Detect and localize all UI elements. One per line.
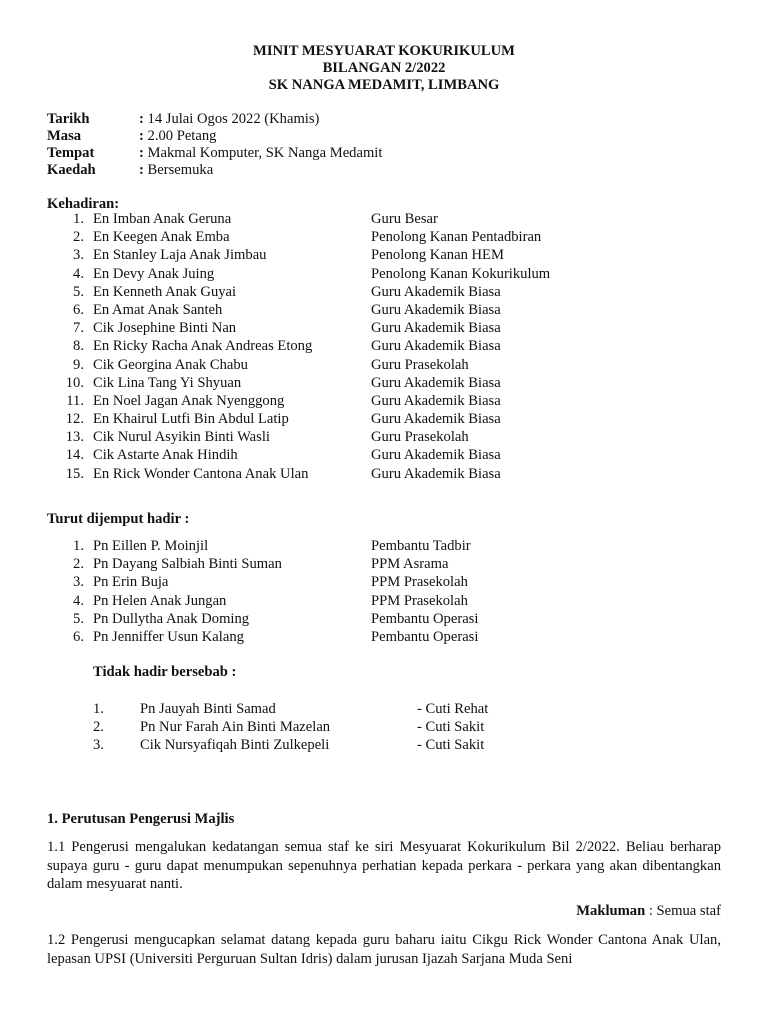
item-role: PPM Prasekolah <box>371 574 468 591</box>
item-name: En Keegen Anak Emba <box>93 229 230 246</box>
item-number: 10. <box>65 374 84 391</box>
meta-value-text: 14 Julai Ogos 2022 (Khamis) <box>143 111 320 127</box>
list-item <box>47 392 747 410</box>
invited-title: Turut dijemput hadir : <box>47 511 190 527</box>
item-name: Cik Nursyafiqah Binti Zulkepeli <box>140 737 330 754</box>
item-name: En Amat Anak Santeh <box>93 301 223 318</box>
item-role: Guru Akademik Biasa <box>371 447 501 464</box>
attendance-title: Kehadiran: <box>47 196 120 212</box>
item-number: 2. <box>73 229 84 246</box>
item-role: Guru Akademik Biasa <box>371 392 501 409</box>
item-number: 6. <box>73 628 84 645</box>
list-item <box>47 301 747 319</box>
item-reason: - Cuti Sakit <box>417 737 485 754</box>
attendance-list <box>47 210 747 483</box>
list-item <box>47 337 747 355</box>
list-item <box>47 446 747 464</box>
meta-value <box>139 128 216 145</box>
item-name: Cik Georgina Anak Chabu <box>93 356 248 373</box>
item-number: 2. <box>73 556 84 573</box>
header-school: SK NANGA MEDAMIT, LIMBANG <box>268 77 500 93</box>
item-role: Guru Prasekolah <box>371 429 469 446</box>
list-item <box>47 410 747 428</box>
paragraph-1-2: 1.2 Pengerusi mengucapkan selamat datang kepada guru baharu iaitu Cikgu Rick Wonder Cantona Anak Ulan, lepasan UPSI (Universiti Perguruan Sultan Idris) dalam jurusan Ijazah Sarjana Muda Seni <box>47 932 721 967</box>
list-item <box>47 592 747 610</box>
item-name: Pn Jauyah Binti Samad <box>140 701 276 717</box>
item-number: 1. <box>73 538 84 554</box>
item-number: 15. <box>65 465 84 482</box>
header-number: BILANGAN 2/2022 <box>322 60 446 76</box>
item-role: Penolong Kanan HEM <box>371 247 504 264</box>
meta-colon: : <box>139 111 144 127</box>
item-number: 12. <box>65 411 84 428</box>
meta-value-text: 2.00 Petang <box>143 128 217 144</box>
meta-value <box>139 162 213 179</box>
item-role: Guru Akademik Biasa <box>371 301 501 318</box>
note-line <box>576 902 721 920</box>
list-item <box>47 628 747 646</box>
list-item <box>47 610 747 628</box>
list-item <box>47 228 747 246</box>
absent-title: Tidak hadir bersebab : <box>93 664 237 680</box>
list-item <box>47 374 747 392</box>
item-role: Pembantu Operasi <box>371 628 479 645</box>
list-item <box>47 555 747 573</box>
item-name: En Ricky Racha Anak Andreas Etong <box>93 338 313 355</box>
list-item <box>47 356 747 374</box>
item-number: 7. <box>73 320 84 337</box>
item-name: En Devy Anak Juing <box>93 265 215 282</box>
list-item <box>47 265 747 283</box>
paragraph-1-1: 1.1 Pengerusi mengalukan kedatangan semua staf ke siri Mesyuarat Kokurikulum Bil 2/2022. Beliau berharap supaya guru - guru dapat menumpukan sepenuhnya perhatian kepada perkara - perkara yang akan dibentangkan dalam mesyuarat nanti. <box>47 839 721 892</box>
item-role: Penolong Kanan Kokurikulum <box>371 265 551 282</box>
item-name: En Noel Jagan Anak Nyenggong <box>93 392 285 409</box>
note-value: : Semua staf <box>645 903 721 919</box>
item-role: PPM Prasekolah <box>371 592 468 609</box>
item-role: Guru Besar <box>371 211 438 227</box>
item-role: Guru Prasekolah <box>371 356 469 373</box>
item-name: En Imban Anak Geruna <box>93 211 232 227</box>
item-reason: - Cuti Rehat <box>417 701 489 717</box>
item-role: Guru Akademik Biasa <box>371 465 501 482</box>
item-number: 3. <box>73 247 84 264</box>
list-item <box>93 736 693 754</box>
item-number: 3. <box>93 737 104 754</box>
list-item <box>47 428 747 446</box>
list-item <box>47 465 747 483</box>
item-role: Pembantu Operasi <box>371 610 479 627</box>
item-role: Pembantu Tadbir <box>371 538 471 554</box>
item-number: 11. <box>66 392 84 409</box>
meta-value <box>139 111 319 128</box>
item-number: 5. <box>73 610 84 627</box>
item-number: 5. <box>73 283 84 300</box>
list-item <box>47 246 747 264</box>
meta-label: Kaedah <box>47 162 96 178</box>
item-name: En Kenneth Anak Guyai <box>93 283 237 300</box>
item-name: Cik Josephine Binti Nan <box>93 320 237 337</box>
meta-value-text: Makmal Komputer, SK Nanga Medamit <box>143 145 383 161</box>
meta-colon: : <box>139 128 144 144</box>
item-role: Guru Akademik Biasa <box>371 320 501 337</box>
list-item <box>47 537 747 555</box>
header-title: MINIT MESYUARAT KOKURIKULUM <box>253 43 515 59</box>
list-item <box>47 319 747 337</box>
item-number: 4. <box>73 592 84 609</box>
invited-list <box>47 537 747 646</box>
item-name: Cik Astarte Anak Hindih <box>93 447 238 464</box>
item-name: Cik Nurul Asyikin Binti Wasli <box>93 429 270 446</box>
item-number: 3. <box>73 574 84 591</box>
item-name: En Khairul Lutfi Bin Abdul Latip <box>93 411 289 428</box>
note-label: Makluman <box>576 903 646 919</box>
item-role: Guru Akademik Biasa <box>371 283 501 300</box>
item-name: Pn Erin Buja <box>93 574 169 591</box>
item-number: 8. <box>73 338 84 355</box>
list-item <box>47 573 747 591</box>
item-name: Pn Dullytha Anak Doming <box>93 610 250 627</box>
item-number: 6. <box>73 301 84 318</box>
meta-colon: : <box>139 162 144 178</box>
list-item <box>47 283 747 301</box>
item-role: Guru Akademik Biasa <box>371 374 501 391</box>
item-name: Pn Jenniffer Usun Kalang <box>93 628 244 645</box>
list-item <box>93 700 693 718</box>
meta-label: Masa <box>47 128 82 144</box>
meta-label: Tarikh <box>47 111 90 127</box>
item-number: 4. <box>73 265 84 282</box>
item-name: En Stanley Laja Anak Jimbau <box>93 247 267 264</box>
item-name: Pn Helen Anak Jungan <box>93 592 227 609</box>
item-name: Cik Lina Tang Yi Shyuan <box>93 374 242 391</box>
item-role: Penolong Kanan Pentadbiran <box>371 229 542 246</box>
item-role: PPM Asrama <box>371 556 449 573</box>
absent-list <box>93 700 693 755</box>
item-number: 2. <box>93 719 104 736</box>
item-name: Pn Dayang Salbiah Binti Suman <box>93 556 282 573</box>
item-name: En Rick Wonder Cantona Anak Ulan <box>93 465 309 482</box>
list-item <box>47 210 747 228</box>
meta-value <box>139 145 382 162</box>
list-item <box>93 718 693 736</box>
item-name: Pn Eillen P. Moinjil <box>93 538 209 554</box>
meta-colon: : <box>139 145 144 161</box>
item-number: 1. <box>93 701 104 717</box>
item-number: 1. <box>73 211 84 227</box>
item-number: 9. <box>73 356 84 373</box>
item-number: 14. <box>65 447 84 464</box>
item-reason: - Cuti Sakit <box>417 719 485 736</box>
item-name: Pn Nur Farah Ain Binti Mazelan <box>140 719 331 736</box>
document-header <box>0 43 768 94</box>
meta-label: Tempat <box>47 145 95 161</box>
item-role: Guru Akademik Biasa <box>371 411 501 428</box>
section-1-title: 1. Perutusan Pengerusi Majlis <box>47 811 235 827</box>
meta-value-text: Bersemuka <box>143 162 214 178</box>
item-role: Guru Akademik Biasa <box>371 338 501 355</box>
item-number: 13. <box>65 429 84 446</box>
